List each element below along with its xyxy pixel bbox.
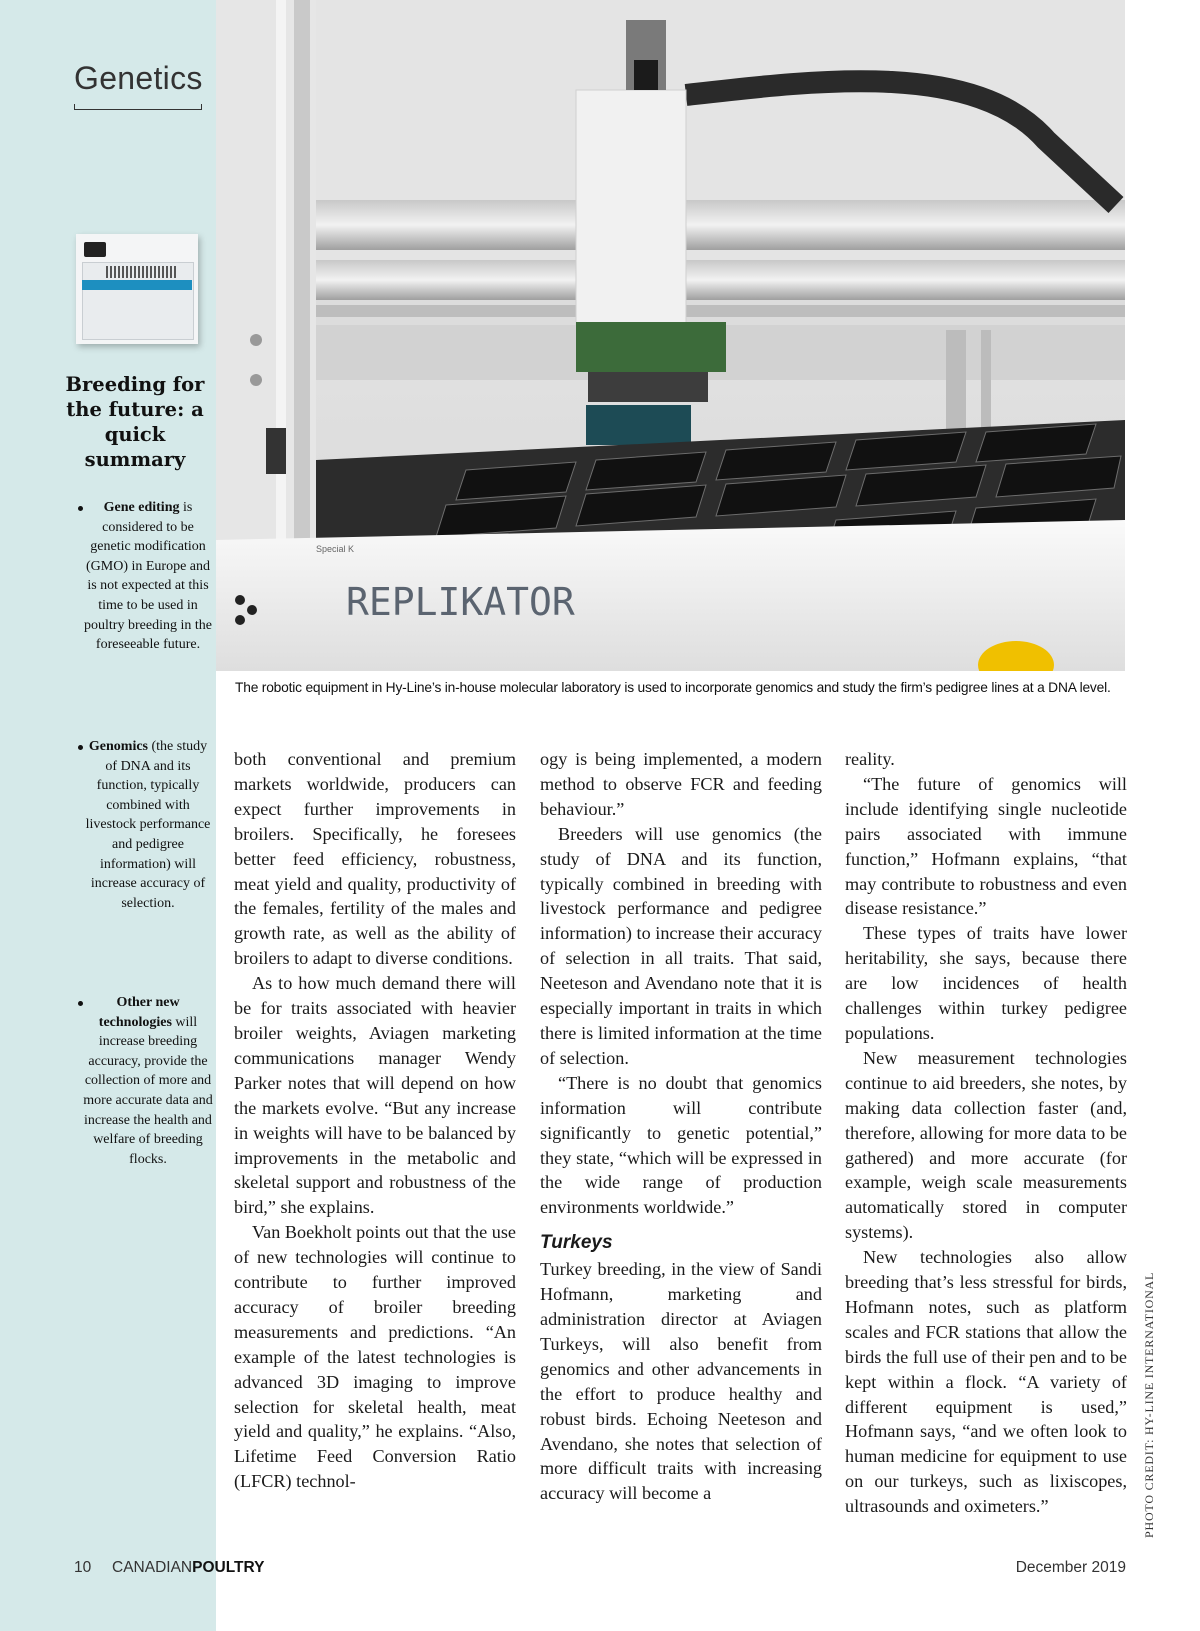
- sidebar-bullet: Other new technologies will increase breeding accuracy, provide the collection of more and more accurate data and increase the health and welfare of breeding flocks.: [74, 993, 214, 1169]
- sidebar-bullet: Genomics (the study of DNA and its function, typically combined with livestock performance and pedigree information) will increase accuracy of selection.: [74, 737, 214, 913]
- photo-credit: PHOTO CREDIT: HY-LINE INTERNATIONAL: [1142, 1271, 1156, 1538]
- section-rule: [74, 109, 202, 110]
- page-number: 10: [74, 1559, 92, 1576]
- sidebar-bullet-list: [74, 737, 214, 913]
- article-paragraph: Breeders will use genomics (the study of DNA and its function, typically combined in breeding with livestock performance and pedigree information) to increase their accuracy of selection in all traits. That said, Neeteson and Avendano note that it is especially important in traits in which there is limited information at the time of selection.: [540, 823, 822, 1068]
- article-paragraph: ogy is being implemented, a modern method to observe FCR and feeding behaviour.”: [540, 749, 822, 819]
- article-column-1: [234, 747, 516, 1494]
- article-column-3: [845, 747, 1127, 1519]
- photo-caption: The robotic equipment in Hy-Line’s in-house molecular laboratory is used to incorporate genomics and study the firm’s pedigree lines at a DNA level.: [235, 680, 1111, 695]
- bullet-dot-icon: [78, 506, 83, 511]
- machine-label: REPLIKATOR: [346, 580, 575, 624]
- sidebar-title: Breeding for the future: a quick summary: [65, 373, 205, 471]
- lab-equipment-photo: [216, 0, 1125, 671]
- bullet-dot-icon: [78, 745, 83, 750]
- article-paragraph: New measurement technologies continue to aid breeders, she notes, by making data collection faster (and, therefore, allowing for more data to be gathered) and more accurate (for example, weigh scale measurements automatically stored in computer systems).: [845, 1047, 1127, 1243]
- article-column-2: [540, 747, 822, 1506]
- article-paragraph: “There is no doubt that genomics information will contribute significantly to genetic potential,” they state, “which will be expressed in the wide range of production environments worldwide.”: [540, 1072, 822, 1218]
- sidebar-bullet-list: [74, 498, 214, 655]
- sidebar-bullet: Gene editing is considered to be genetic modification (GMO) in Europe and is not expected at this time to be used in poultry breeding in the foreseeable future.: [74, 498, 214, 655]
- publication-name: CANADIANPOULTRY: [112, 1559, 265, 1576]
- article-paragraph: reality.: [845, 749, 895, 769]
- equipment-thumbnail: [76, 234, 198, 344]
- section-title: Genetics: [74, 60, 203, 96]
- model-label: Special K: [316, 544, 355, 554]
- article-paragraph: “The future of genomics will include identifying single nucleotide pairs associated with immune function,” Hofmann explains, “that may contribute to robustness and even disease resistance.”: [845, 773, 1127, 919]
- subhead-turkeys: Turkeys: [540, 1232, 613, 1254]
- bullet-dot-icon: [78, 1001, 83, 1006]
- article-paragraph: As to how much demand there will be for traits associated with heavier broiler weights, Aviagen marketing communications manager Wendy Parker notes that will depend on how the markets evolve. “But any increase in weights will have to be balanced by improvements in the metabolic and skeletal support and robustness of the bird,” she explains.: [234, 973, 516, 1218]
- article-paragraph: These types of traits have lower heritability, she says, because there are low incidences of health challenges within turkey pedigree populations.: [845, 923, 1127, 1043]
- article-paragraph: Turkey breeding, in the view of Sandi Hofmann, marketing and administration director at Aviagen Turkeys, will also benefit from genomics and other advancements in the effort to produce healthy and robust birds. Echoing Neeteson and Avendano, she notes that selection of more difficult traits with increasing accuracy will become a: [540, 1259, 822, 1504]
- article-paragraph: Van Boekholt points out that the use of new technologies will continue to contribute to further improved accuracy of broiler breeding measurements and predictions. “An example of the latest technologies is advanced 3D imaging to improve selection for skeletal health, meat yield and quality,” he explains. “Also, Lifetime Feed Conversion Ratio (LFCR) technol-: [234, 1222, 516, 1492]
- article-paragraph: New technologies also allow breeding that’s less stressful for birds, Hofmann notes, such as platform scales and FCR stations that allow the birds the full use of their pen and to be kept within a flock. “A variety of different equipment is used,” Hofmann says, “and we often look to human medicine for equipment to use on our turkeys, such as lixiscopes, ultrasounds and oximeters.”: [845, 1247, 1127, 1517]
- issue-date: December 2019: [1015, 1559, 1126, 1576]
- replikator-illustration: [216, 0, 1125, 671]
- sidebar-bullet-list: [74, 993, 214, 1169]
- article-paragraph: both conventional and premium markets worldwide, producers can expect further improvements in broilers. Specifically, he foresees better feed efficiency, robustness, meat yield and quality, productivity of the females, fertility of the males and growth rate, as well as the ability of broilers to adapt to diverse conditions.: [234, 749, 516, 969]
